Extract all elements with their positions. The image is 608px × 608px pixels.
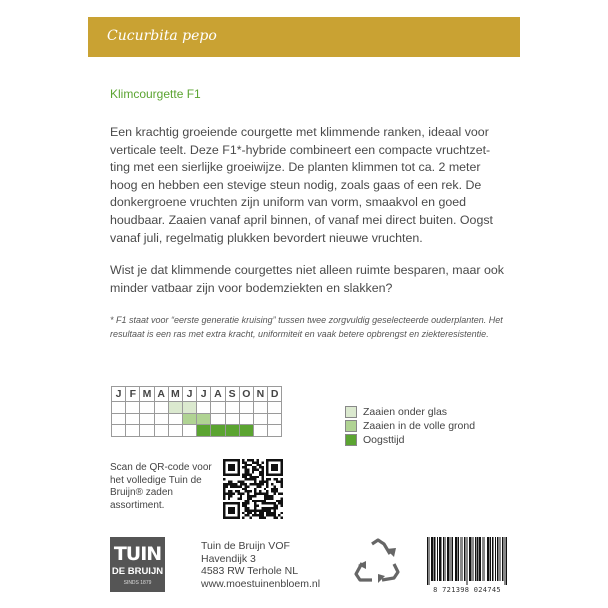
calendar-row-glas [112, 402, 282, 414]
month-label: J [112, 387, 126, 402]
calendar-cell [140, 413, 154, 425]
company-website[interactable]: www.moestuinenbloem.nl [201, 577, 321, 590]
calendar-cell [225, 425, 239, 437]
legend-label: Zaaien in de volle grond [363, 419, 476, 432]
legend-label: Zaaien onder glas [363, 405, 448, 418]
barcode-icon [427, 537, 507, 585]
company-address [201, 540, 320, 590]
calendar-cell [268, 402, 282, 414]
calendar-cell [140, 425, 154, 437]
recycle-icon [350, 536, 406, 588]
calendar-cell [126, 425, 140, 437]
calendar-cell [168, 402, 182, 414]
calendar-cell [211, 413, 225, 425]
calendar-cell [182, 413, 196, 425]
company-city: 4583 RW Terhole NL [201, 565, 299, 577]
calendar-cell [154, 402, 168, 414]
month-label: S [225, 387, 239, 402]
calendar-cell [239, 413, 253, 425]
calendar-cell [126, 402, 140, 414]
header-banner [88, 17, 520, 57]
legend-swatch [345, 420, 357, 432]
legend-label: Oogsttijd [363, 433, 405, 446]
calendar-row-oogst [112, 425, 282, 437]
calendar-cell [197, 413, 211, 425]
legend-item-grond [345, 419, 475, 432]
calendar-cell [253, 413, 267, 425]
month-label: M [140, 387, 154, 402]
legend-swatch [345, 434, 357, 446]
species-name: Cucurbita pepo [107, 28, 217, 44]
calendar-cell [197, 425, 211, 437]
logo-line-1: TUIN [113, 543, 162, 565]
month-label: M [168, 387, 182, 402]
legend-item-oogst [345, 433, 475, 446]
calendar-cell [211, 425, 225, 437]
calendar-cell [225, 402, 239, 414]
company-name: Tuin de Bruijn VOF [201, 540, 290, 552]
calendar-cell [268, 413, 282, 425]
month-label: N [253, 387, 267, 402]
calendar-cell [239, 425, 253, 437]
barcode-number: 8 721398 024745 [433, 586, 501, 594]
qr-code-icon[interactable] [223, 459, 283, 519]
calendar-cell [182, 402, 196, 414]
calendar-cell [225, 413, 239, 425]
month-label: O [239, 387, 253, 402]
month-label: F [126, 387, 140, 402]
month-label: J [182, 387, 196, 402]
qr-instructions: Scan de QR-code voor het volledige Tuin de Bruijn® zaden assortiment. [110, 462, 212, 511]
calendar-cell [211, 402, 225, 414]
logo-line-3: SINDS 1879 [123, 580, 152, 586]
calendar-cell [253, 425, 267, 437]
calendar-cell [182, 425, 196, 437]
calendar-cell [168, 413, 182, 425]
calendar-cell [112, 402, 126, 414]
f1-footnote: * F1 staat voor “eerste generatie kruising” tussen twee zorgvuldig geselecteerde ouderplanten. Het resultaat is een ras met extra kracht, uniformiteit en vaak betere opbrengst en ziekteresistentie. [110, 315, 503, 339]
fun-fact-paragraph: Wist je dat klimmende courgettes niet alleen ruimte besparen, maar ook minder vatbaar zijn voor bodemziekten en slakken? [110, 263, 504, 295]
calendar-cell [112, 413, 126, 425]
company-street: Havendijk 3 [201, 552, 256, 565]
calendar-cell [168, 425, 182, 437]
variety-name: Klimcourgette F1 [110, 87, 201, 101]
calendar-cell [239, 402, 253, 414]
month-label: A [211, 387, 225, 402]
calendar-row-grond [112, 413, 282, 425]
legend-swatch [345, 406, 357, 418]
calendar-cell [154, 413, 168, 425]
calendar-cell [268, 425, 282, 437]
calendar-legend [345, 405, 475, 447]
month-label: D [268, 387, 282, 402]
calendar-cell [140, 402, 154, 414]
month-label: J [197, 387, 211, 402]
calendar-months-row [112, 387, 282, 402]
calendar-cell [126, 413, 140, 425]
description-paragraph: Een krachtig groeiende courgette met klimmende ranken, ideaal voor verticale teelt. Deze F1*-hybride combineert een compacte vruchtzet-ting met een sierlijke groeiwijze. De planten klimmen tot ca. 2 meter hoog en hebben een stevige steun nodig, zoals gaas of een rek. De donkergroene vruchten zijn uniform van vorm, smaakvol en goed houdbaar. Zaaien vanaf april binnen, of vanaf mei direct buiten. Oogst vanaf juli, regelmatig plukken bevordert nieuwe vruchten. [110, 125, 493, 245]
legend-item-glas [345, 405, 475, 418]
brand-logo [110, 537, 165, 592]
calendar-cell [112, 425, 126, 437]
calendar-cell [197, 402, 211, 414]
calendar-cell [154, 425, 168, 437]
sowing-calendar [111, 386, 282, 437]
calendar-cell [253, 402, 267, 414]
month-label: A [154, 387, 168, 402]
logo-line-2: DE BRUIJN [111, 566, 164, 577]
